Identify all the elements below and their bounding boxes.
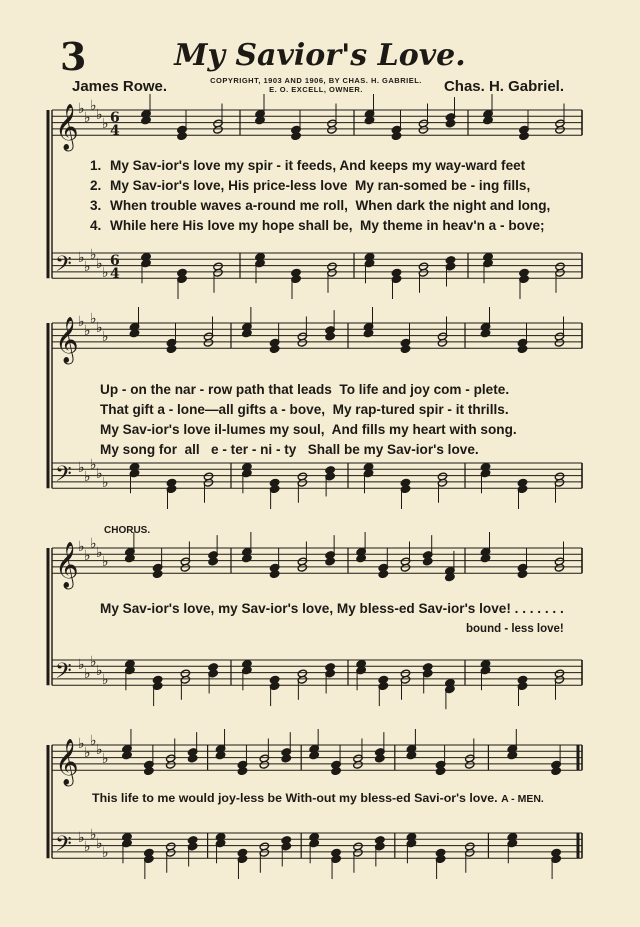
flat-icon: ♭: [84, 323, 91, 339]
bass-clef-icon: 𝄢: [55, 659, 72, 689]
verses-part-2: [100, 380, 517, 460]
copyright-line-2: E. O. EXCELL, OWNER.: [269, 85, 363, 94]
flat-icon: ♭: [84, 839, 91, 855]
flat-icon: ♭: [96, 256, 103, 272]
flat-icon: ♭: [90, 247, 97, 263]
flat-icon: ♭: [90, 654, 97, 670]
hymn-title: My Savior's Love.: [174, 38, 466, 73]
flat-icon: ♭: [90, 98, 97, 114]
verse-2-line-1: 2. My Sav-ior's love, His price-less love My ran-somed be - ing fills,: [90, 178, 531, 193]
flat-icon: ♭: [102, 554, 109, 570]
hymn-author: James Rowe.: [72, 78, 168, 95]
flat-icon: ♭: [96, 663, 103, 679]
flat-icon: ♭: [78, 314, 85, 330]
chorus-lyric-2: This life to me would joy-less be With-out my bless-ed Savi-or's love. A - MEN.: [92, 791, 544, 805]
flat-icon: ♭: [96, 836, 103, 852]
flat-icon: ♭: [84, 469, 91, 485]
amen-text: A - MEN.: [501, 793, 544, 805]
time-signature-top: 6: [110, 253, 120, 269]
flat-icon: ♭: [78, 250, 85, 266]
flat-icon: ♭: [78, 736, 85, 752]
bass-clef-icon: 𝄢: [55, 252, 72, 282]
flat-icon: ♭: [84, 666, 91, 682]
flat-icon: ♭: [102, 845, 109, 861]
treble-clef-icon: 𝄞: [55, 542, 79, 588]
flat-icon: ♭: [96, 320, 103, 336]
flat-icon: ♭: [78, 539, 85, 555]
flat-icon: ♭: [84, 745, 91, 761]
flat-icon: ♭: [78, 101, 85, 117]
flat-icon: ♭: [78, 830, 85, 846]
flat-icon: ♭: [96, 107, 103, 123]
verse-1-line-1: 1. My Sav-ior's love my spir - it feeds, And keeps my way-ward feet: [90, 158, 526, 173]
chorus-lyric-1: My Sav-ior's love, my Sav-ior's love, My bless-ed Sav-ior's love! . . . . . . .: [100, 601, 564, 616]
copyright-line-1: COPYRIGHT, 1903 AND 1906, BY CHAS. H. GABRIEL.: [210, 76, 422, 85]
flat-icon: ♭: [96, 742, 103, 758]
time-signature-top: 6: [110, 110, 120, 126]
verse-3-line-2: My Sav-ior's love il-lumes my soul, And fills my heart with song.: [100, 422, 517, 437]
flat-icon: ♭: [84, 110, 91, 126]
flat-icon: ♭: [96, 545, 103, 561]
flat-icon: ♭: [84, 259, 91, 275]
flat-icon: ♭: [102, 751, 109, 767]
flat-icon: ♭: [102, 116, 109, 132]
time-signature-bottom: 4: [110, 123, 120, 139]
flat-icon: ♭: [78, 657, 85, 673]
chorus-echo-lyric: bound - less love!: [466, 623, 564, 635]
flat-icon: ♭: [84, 548, 91, 564]
flat-icon: ♭: [90, 311, 97, 327]
bass-clef-icon: 𝄢: [55, 832, 72, 862]
treble-clef-icon: 𝄞: [55, 317, 79, 363]
verse-4-line-1: 4. While here His love my hope shall be, My theme in heav'n a - bove;: [90, 218, 545, 233]
verse-3-line-1: 3. When trouble waves a-round me roll, When dark the night and long,: [90, 198, 551, 213]
verses-part-1: [90, 156, 550, 236]
hymn-number: 3: [60, 34, 87, 79]
chorus-label: CHORUS.: [104, 525, 151, 536]
treble-clef-icon: 𝄞: [55, 739, 79, 785]
verse-1-line-2: Up - on the nar - row path that leads To life and joy com - plete.: [100, 382, 510, 397]
bass-clef-icon: 𝄢: [55, 462, 72, 492]
flat-icon: ♭: [96, 466, 103, 482]
flat-icon: ♭: [90, 827, 97, 843]
time-signature-bottom: 4: [110, 266, 120, 282]
treble-clef-icon: 𝄞: [55, 104, 79, 150]
verse-4-line-2: My song for all e - ter - ni - ty Shall be my Sav-ior's love.: [100, 442, 479, 457]
flat-icon: ♭: [102, 475, 109, 491]
flat-icon: ♭: [90, 457, 97, 473]
flat-icon: ♭: [102, 265, 109, 281]
verse-2-line-2: That gift a - lone—all gifts a - bove, My rap-tured spir - it thrills.: [100, 402, 509, 417]
flat-icon: ♭: [102, 329, 109, 345]
flat-icon: ♭: [90, 536, 97, 552]
hymn-composer: Chas. H. Gabriel.: [443, 78, 564, 95]
flat-icon: ♭: [78, 460, 85, 476]
flat-icon: ♭: [102, 672, 109, 688]
flat-icon: ♭: [90, 733, 97, 749]
